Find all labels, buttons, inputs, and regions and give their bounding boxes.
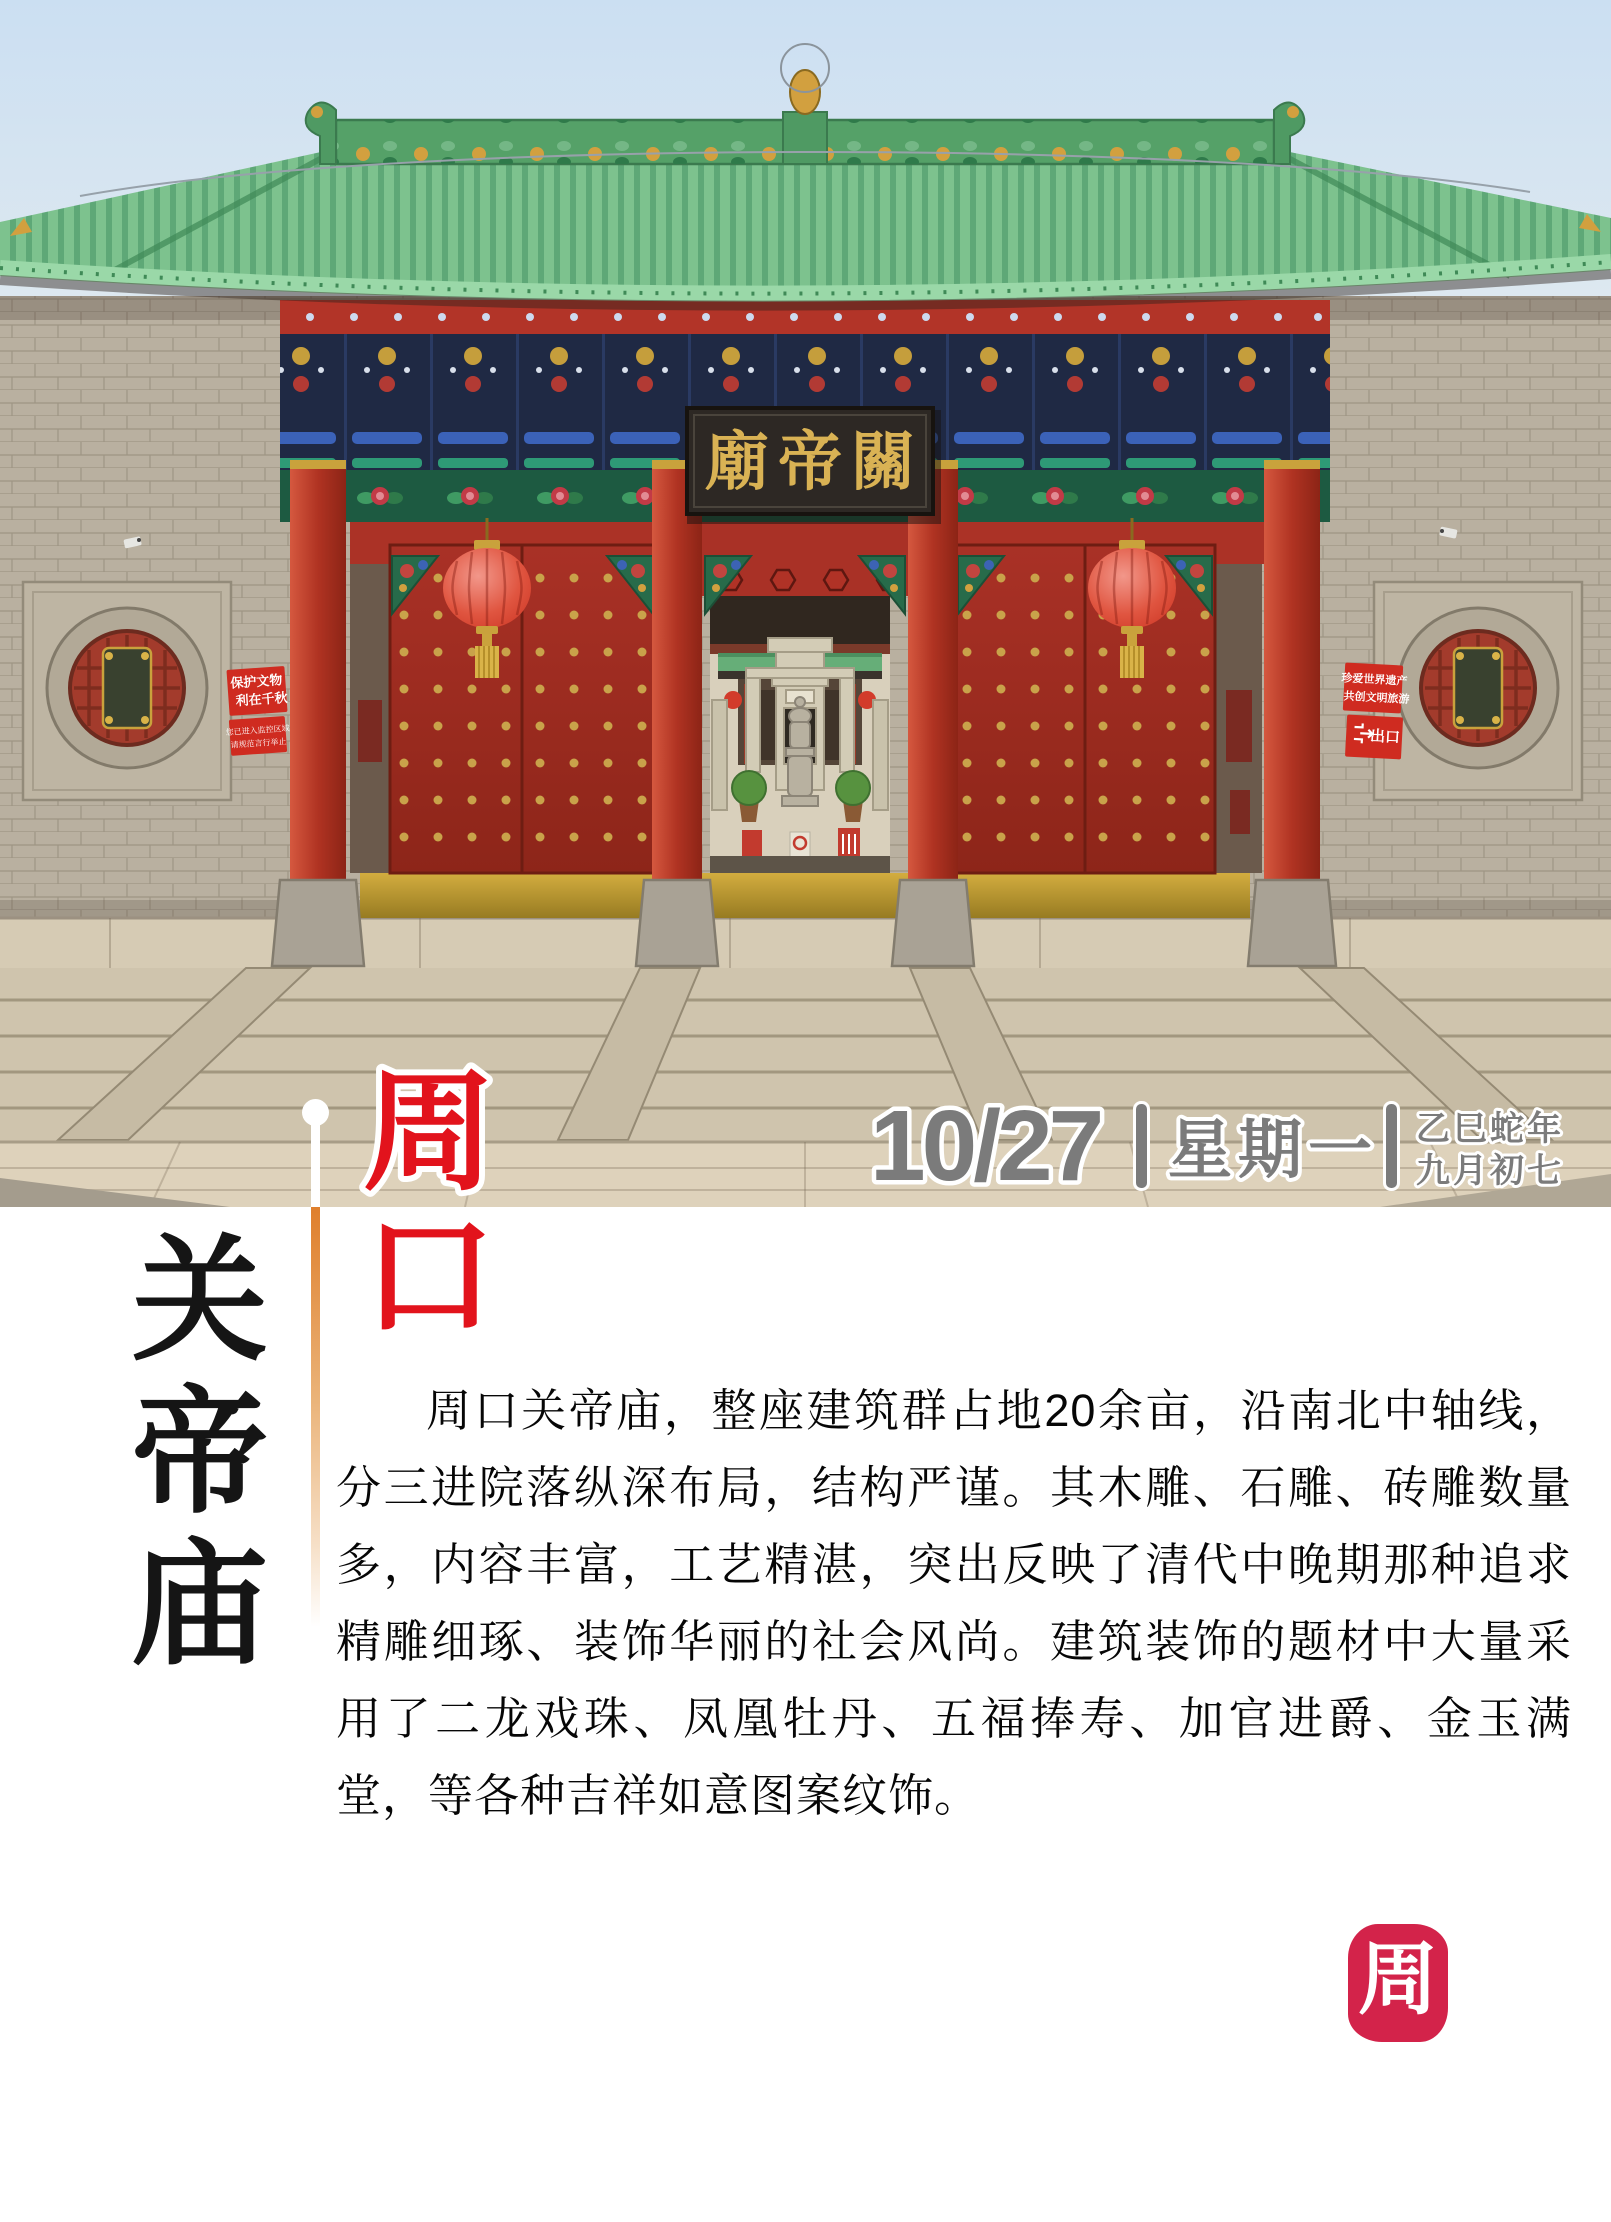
sign-text: 出口 xyxy=(1369,727,1401,747)
sign-text: 保护文物 xyxy=(229,672,283,691)
city-char: 周 xyxy=(363,1059,495,1206)
seal-character: 周 xyxy=(1358,1937,1438,2025)
date-lunar-year: 乙巳蛇年 xyxy=(1416,1110,1564,1148)
wall-sign-right-top xyxy=(1340,662,1411,714)
round-window-right xyxy=(1374,582,1582,800)
sign-text: 共创文明旅游 xyxy=(1343,690,1410,706)
article-paragraph: 周口关帝庙，整座建筑群占地20余亩，沿南北中轴线，分三进院落纵深布局，结构严谨。其木雕、石雕、砖雕数量多，内容丰富，工艺精湛，突出反映了清代中晚期那种追求精雕细琢、装饰华丽的社会风尚。建筑装饰的题材中大量采用了二龙戏珠、凤凰牡丹、五福捧寿、加官进爵、金玉满堂，等各种吉祥如意图案纹饰。 xyxy=(336,1385,1572,1821)
page-title-vertical: 关帝庙 xyxy=(111,1228,261,1684)
wall-sign-left-top xyxy=(226,666,288,716)
round-window-left xyxy=(23,582,231,800)
plaque-char: 帝 xyxy=(778,427,842,498)
date-gregorian: 10/27 xyxy=(870,1090,1101,1202)
plaque-char: 關 xyxy=(851,427,915,498)
date-lunar-day: 九月初七 xyxy=(1416,1152,1564,1190)
wall-sign-left-bottom xyxy=(225,716,291,756)
date-divider-bar xyxy=(1136,1104,1147,1188)
date-weekday: 星期一 xyxy=(1168,1114,1378,1186)
city-name-vertical xyxy=(344,1056,514,1366)
city-char: 口 xyxy=(363,1203,495,1350)
sign-text: 请规范言行举止 xyxy=(230,736,287,750)
gold-kickplate xyxy=(360,873,1250,918)
divider-dot xyxy=(302,1099,329,1126)
date-divider-bar xyxy=(1386,1104,1397,1188)
plaque-char: 廟 xyxy=(705,427,769,498)
sign-text: 您已进入监控区域 xyxy=(225,723,290,738)
temple-plaque xyxy=(687,408,941,524)
divider-line-orange xyxy=(311,1207,320,1627)
door-right xyxy=(955,545,1215,873)
divider-line-white xyxy=(311,1124,320,1207)
sign-text: 利在千秋 xyxy=(235,689,289,709)
date-block xyxy=(856,1080,1611,1220)
wall-sign-exit xyxy=(1345,715,1403,760)
sign-text: 珍爱世界遗产 xyxy=(1341,672,1408,688)
seal-stamp xyxy=(1348,1924,1448,2042)
